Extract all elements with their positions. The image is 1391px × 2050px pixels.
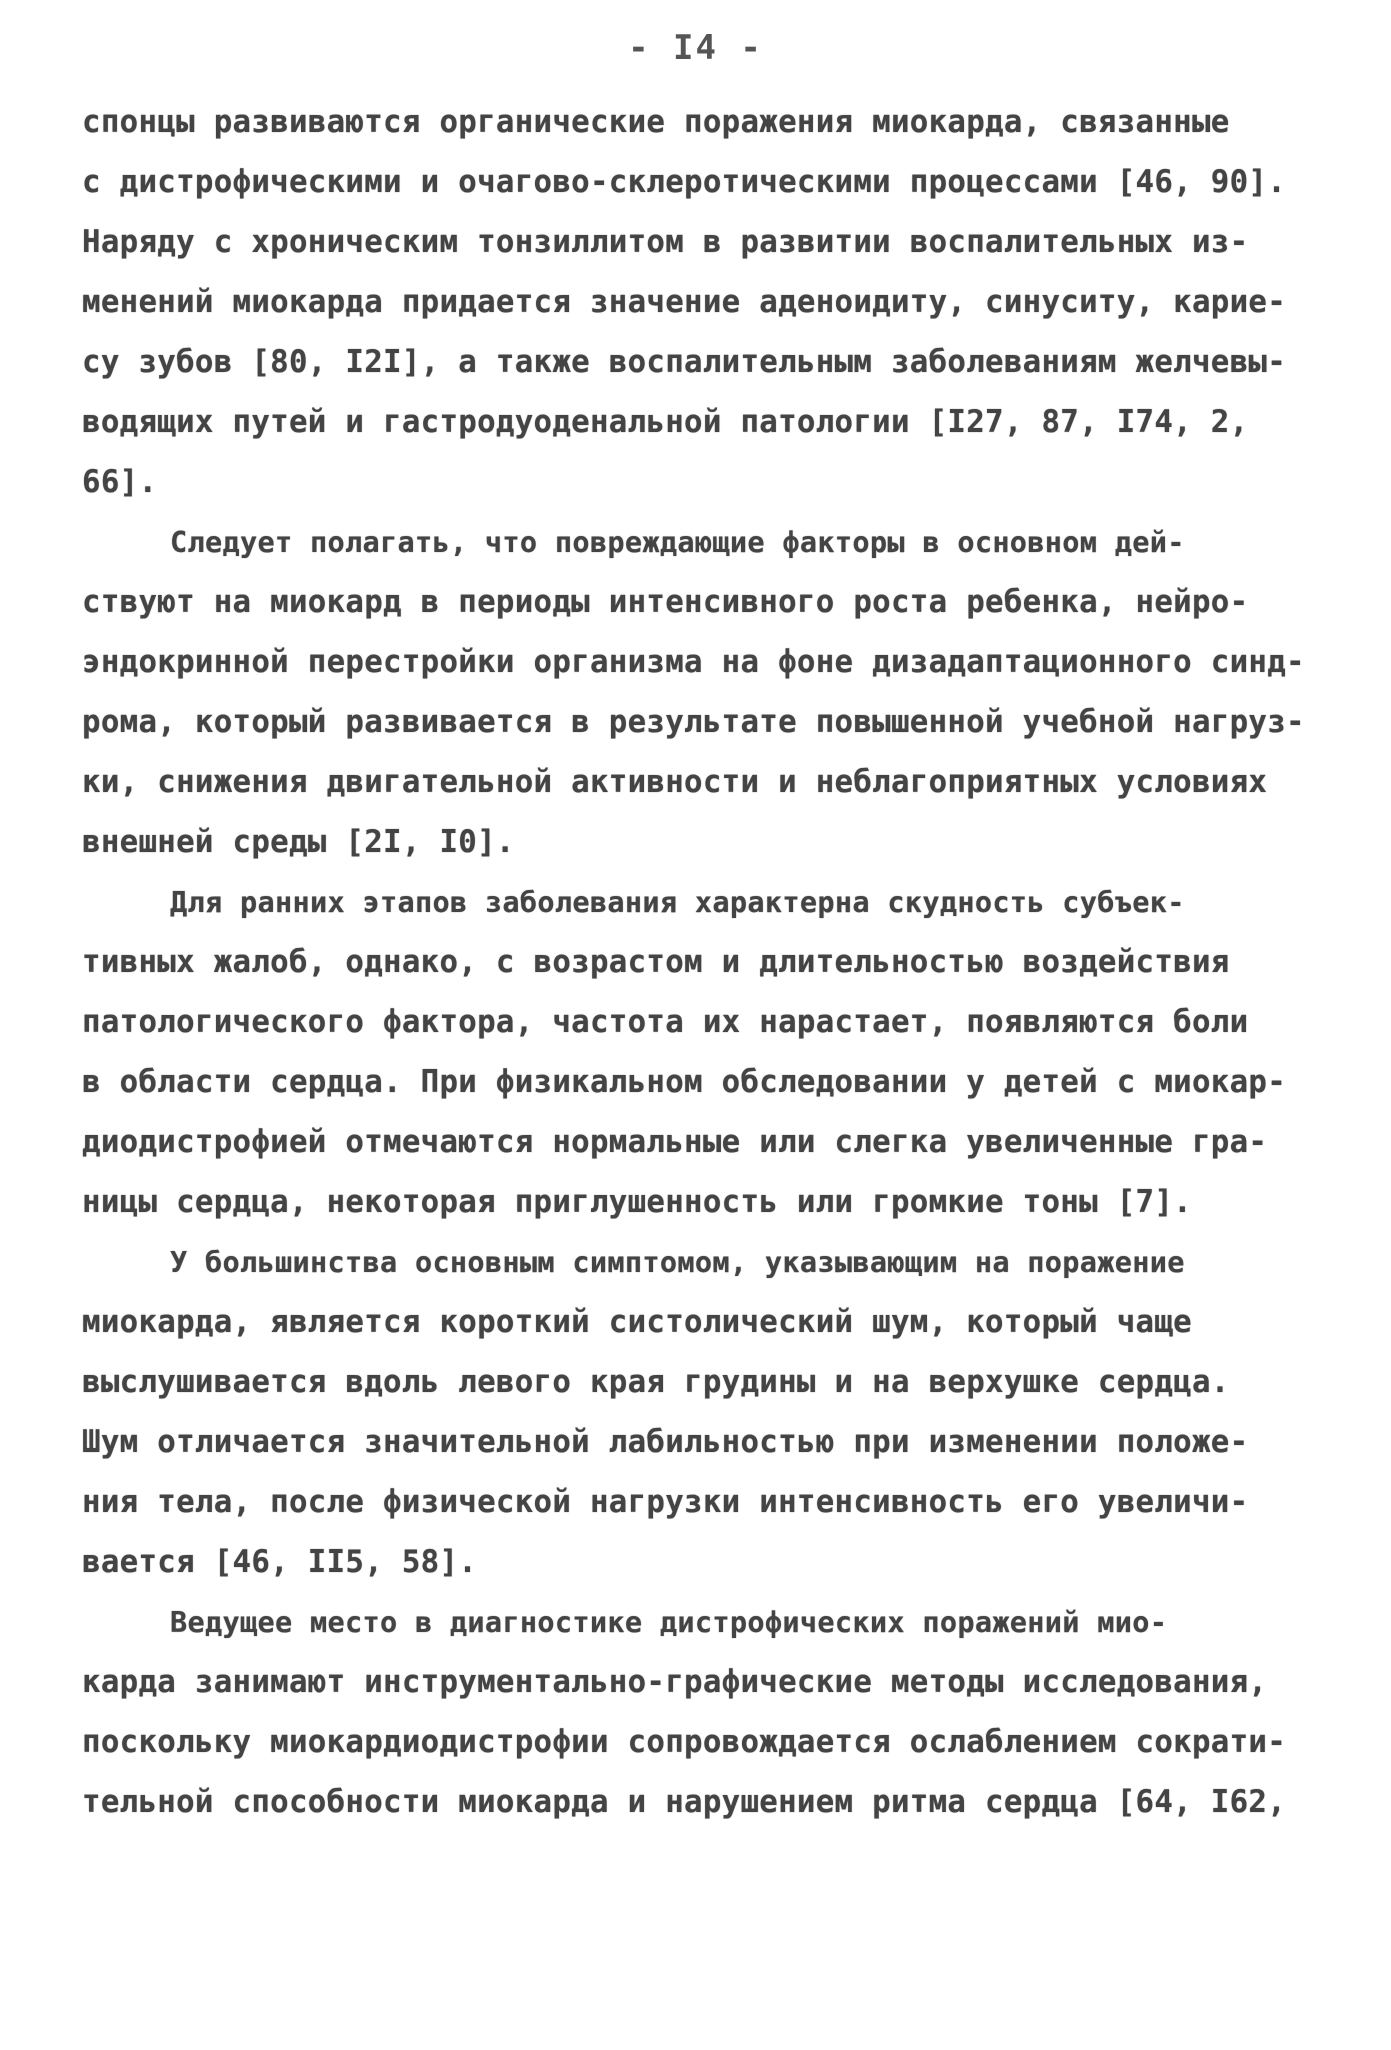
- text-line: Следует полагать, что повреждающие факторы в основном дей-: [170, 525, 1185, 559]
- text-line: в области сердца. При физикальном обследовании у детей с миокар-: [82, 1064, 1287, 1100]
- paragraph-1: [82, 92, 1332, 512]
- paragraph-4: [82, 1232, 1332, 1592]
- text-line: поскольку миокардиодистрофии сопровождается ослаблением сократи-: [82, 1724, 1287, 1760]
- paragraph-2: [82, 512, 1332, 872]
- text-line: миокарда, является короткий систолический шум, который чаще: [82, 1304, 1192, 1340]
- text-line: Шум отличается значительной лабильностью при изменении положе-: [82, 1424, 1249, 1460]
- text-line: карда занимают инструментально-графические методы исследования,: [82, 1664, 1268, 1700]
- text-line: 66].: [82, 464, 158, 500]
- paragraph-3: [82, 872, 1332, 1232]
- text-line: тивных жалоб, однако, с возрастом и длительностью воздействия: [82, 944, 1230, 980]
- text-line: У большинства основным симптомом, указывающим на поражение: [170, 1245, 1185, 1279]
- text-line: эндокринной перестройки организма на фоне дизадаптационного синд-: [82, 644, 1305, 680]
- text-line: спонцы развиваются органические поражения миокарда, связанные: [82, 104, 1230, 140]
- text-line: су зубов [80, I2I], а также воспалительным заболеваниям желчевы-: [82, 344, 1287, 380]
- text-line: ствуют на миокард в периоды интенсивного роста ребенка, нейро-: [82, 584, 1249, 620]
- text-line: Наряду с хроническим тонзиллитом в развитии воспалительных из-: [82, 224, 1249, 260]
- text-line: Ведущее место в диагностике дистрофических поражений мио-: [170, 1605, 1168, 1639]
- text-line: ницы сердца, некоторая приглушенность или громкие тоны [7].: [82, 1184, 1192, 1220]
- text-line: менений миокарда придается значение аденоидиту, синуситу, карие-: [82, 284, 1287, 320]
- text-line: рома, который развивается в результате повышенной учебной нагруз-: [82, 704, 1305, 740]
- text-line: с дистрофическими и очагово-склеротическими процессами [46, 90].: [82, 164, 1287, 200]
- page-number: - I4 -: [628, 28, 763, 68]
- paragraph-5: [82, 1592, 1332, 1832]
- text-line: вается [46, II5, 58].: [82, 1544, 478, 1580]
- text-line: ки, снижения двигательной активности и неблагоприятных условиях: [82, 764, 1268, 800]
- text-line: водящих путей и гастродуоденальной патологии [I27, 87, I74, 2,: [82, 404, 1249, 440]
- text-line: тельной способности миокарда и нарушением ритма сердца [64, I62,: [82, 1784, 1287, 1820]
- text-line: выслушивается вдоль левого края грудины и на верхушке сердца.: [82, 1364, 1230, 1400]
- body-text: [82, 92, 1332, 1832]
- text-line: ния тела, после физической нагрузки интенсивность его увеличи-: [82, 1484, 1249, 1520]
- text-line: внешней среды [2I, I0].: [82, 824, 515, 860]
- text-line: Для ранних этапов заболевания характерна скудность субъек-: [170, 885, 1185, 919]
- text-line: диодистрофией отмечаются нормальные или слегка увеличенные гра-: [82, 1124, 1268, 1160]
- text-line: патологического фактора, частота их нарастает, появляются боли: [82, 1004, 1249, 1040]
